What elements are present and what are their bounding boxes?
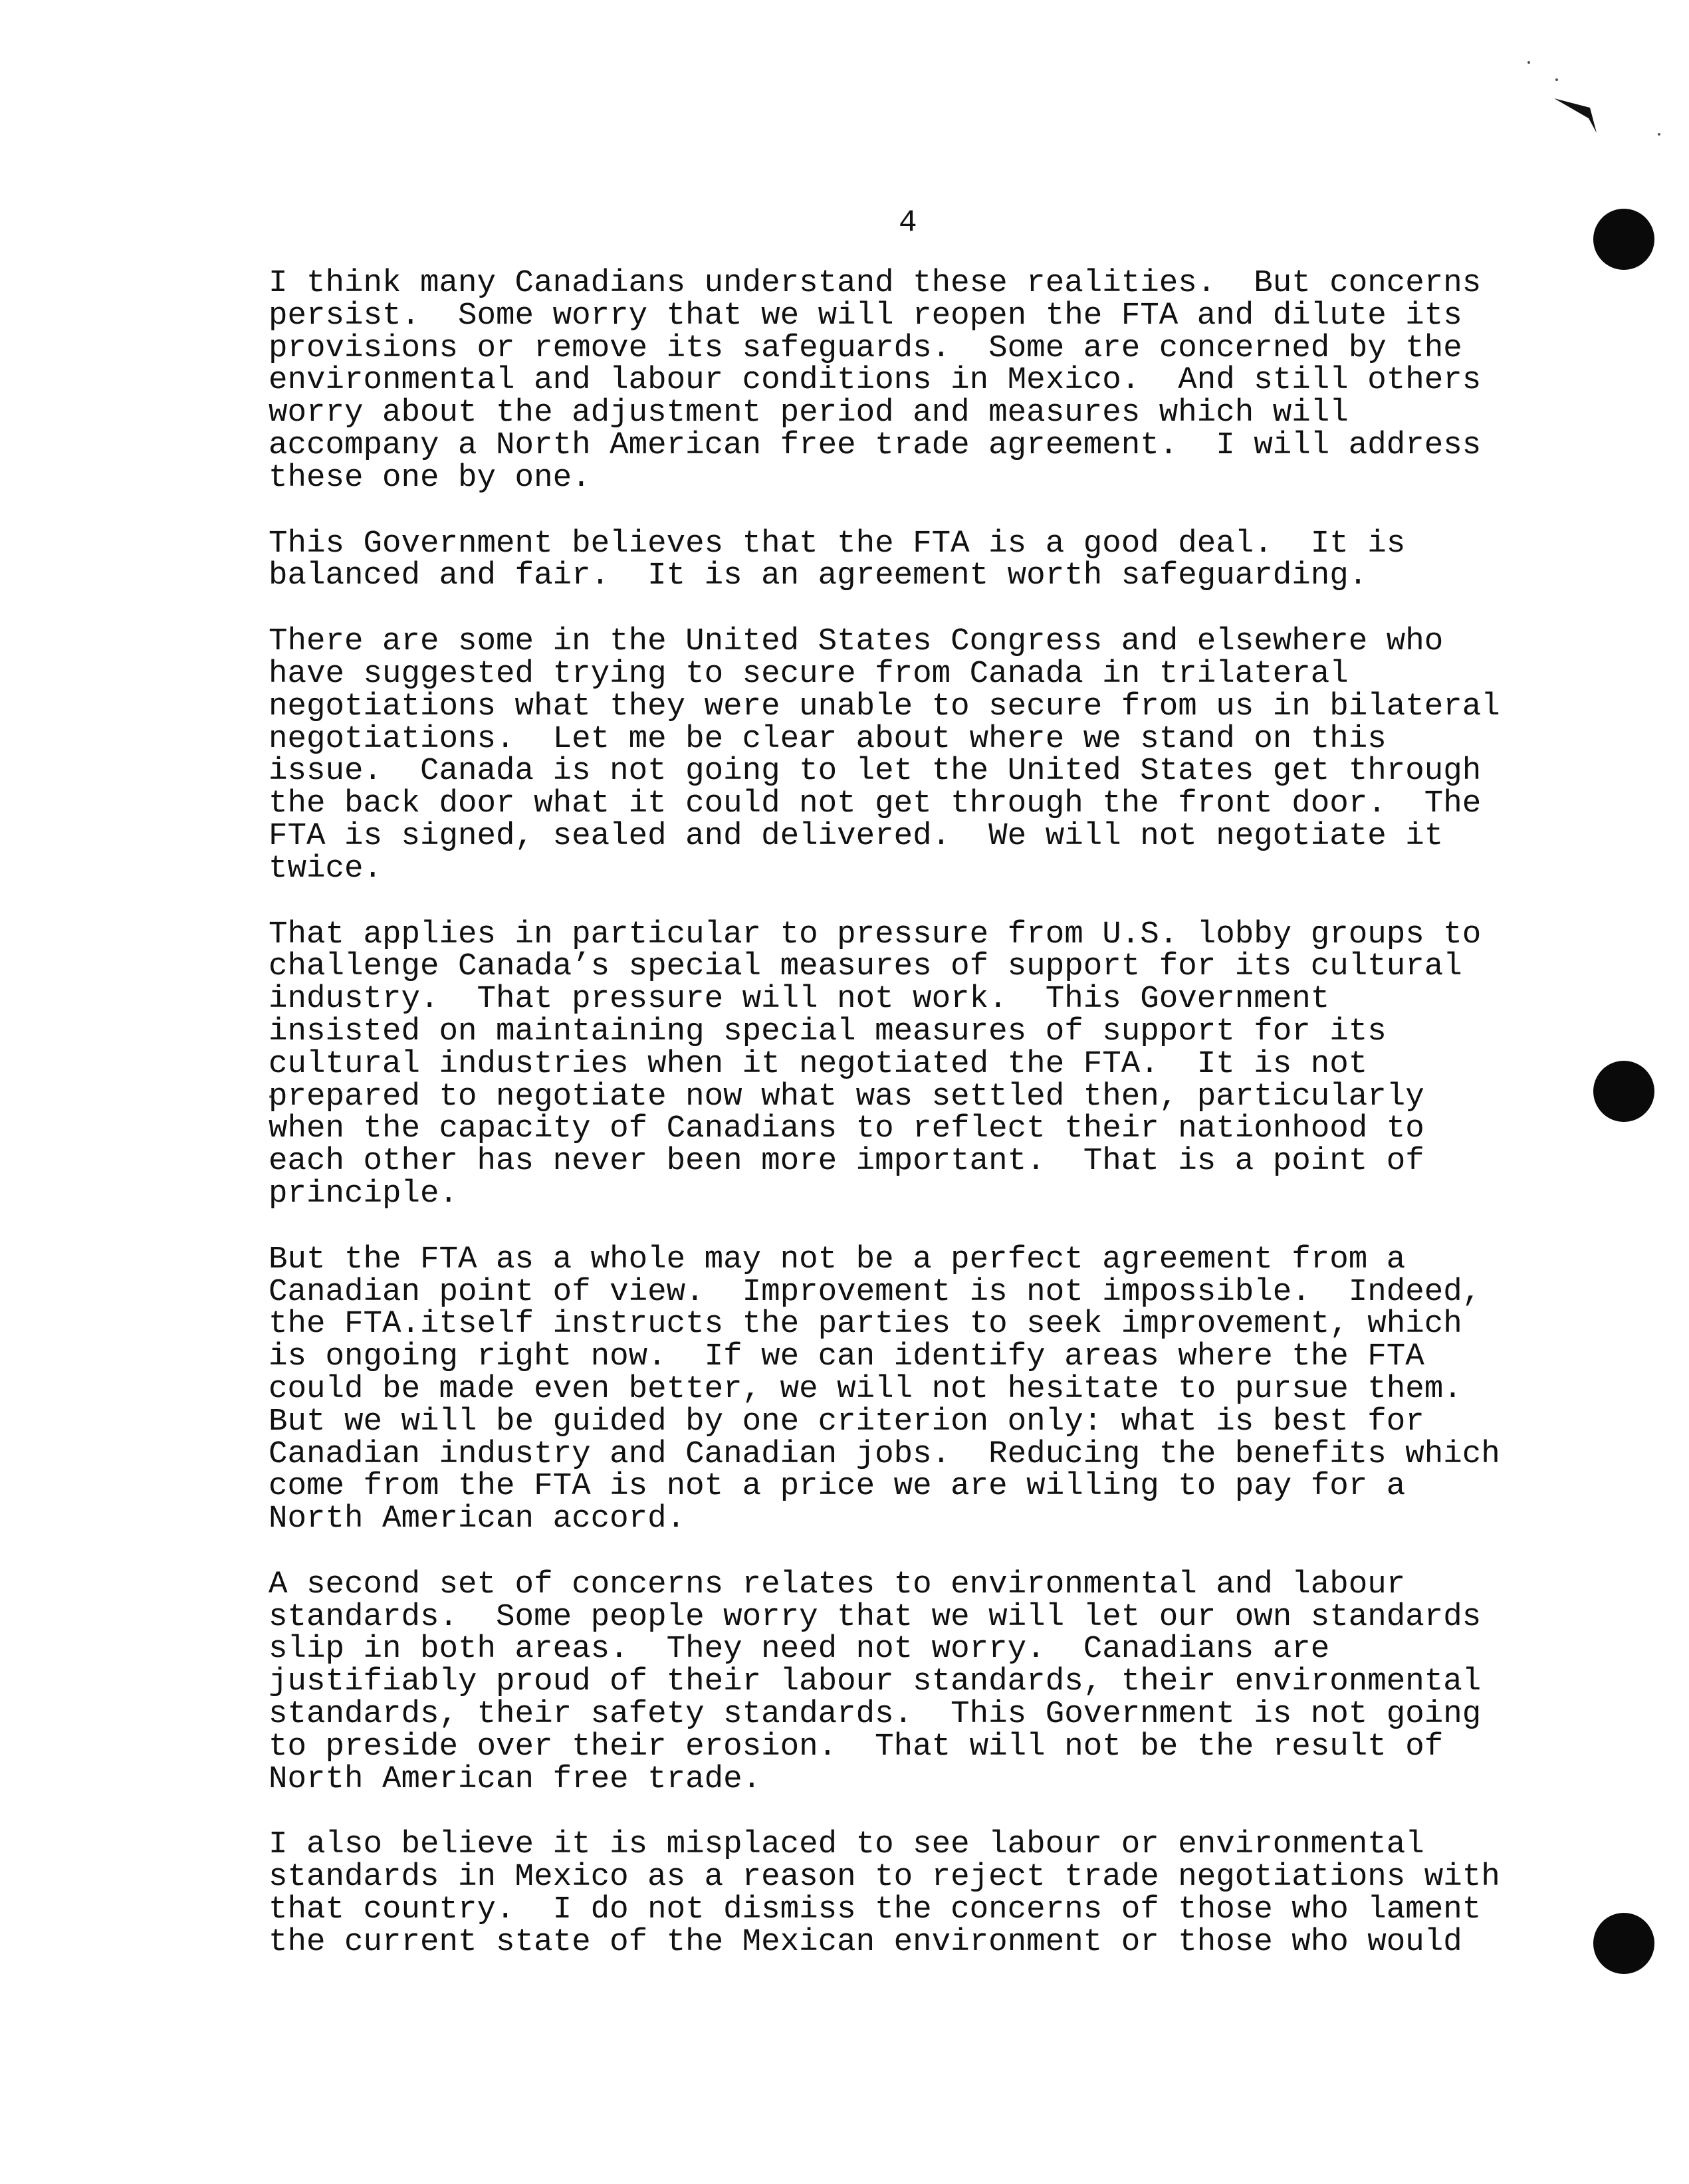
scan-speck bbox=[1555, 78, 1558, 81]
text-line: slip in both areas. They need not worry. Canadians are bbox=[269, 1631, 1330, 1668]
text-line: the current state of the Mexican environment or those who would bbox=[269, 1923, 1462, 1960]
text-line: negotiations what they were unable to secure from us in bilateral bbox=[269, 688, 1500, 724]
page-number: 4 bbox=[899, 205, 917, 240]
text-line: negotiations. Let me be clear about where we stand on this bbox=[269, 720, 1387, 757]
text-line: to preside over their erosion. That will not be the result of bbox=[269, 1728, 1444, 1765]
text-line: these one by one. bbox=[269, 459, 591, 496]
paragraph bbox=[269, 1241, 1598, 1537]
scan-speck bbox=[1527, 61, 1530, 64]
document-body bbox=[269, 267, 1598, 1992]
text-line: But we will be guided by one criterion only: what is best for bbox=[269, 1403, 1424, 1440]
text-line: challenge Canada’s special measures of support for its cultural bbox=[269, 948, 1462, 985]
text-line: Canadian point of view. Improvement is not impossible. Indeed, bbox=[269, 1273, 1482, 1310]
text-line: balanced and fair. It is an agreement worth safeguarding. bbox=[269, 558, 1368, 594]
text-line: provisions or remove its safeguards. Some are concerned by the bbox=[269, 330, 1462, 366]
paragraph bbox=[269, 525, 1598, 594]
text-line: North American free trade. bbox=[269, 1761, 762, 1797]
text-line: persist. Some worry that we will reopen the FTA and dilute its bbox=[269, 297, 1462, 334]
text-line: There are some in the United States Congress and elsewhere who bbox=[269, 623, 1444, 660]
text-line: insisted on maintaining special measures of support for its bbox=[269, 1013, 1387, 1049]
text-line: North American accord. bbox=[269, 1501, 686, 1537]
text-line: That applies in particular to pressure from U.S. lobby groups to bbox=[269, 916, 1482, 952]
text-line: the FTA.itself instructs the parties to seek improvement, which bbox=[269, 1306, 1462, 1343]
text-line: worry about the adjustment period and measures which will bbox=[269, 395, 1349, 431]
text-line: I think many Canadians understand these realities. But concerns bbox=[269, 265, 1482, 301]
text-line: issue. Canada is not going to let the United States get through bbox=[269, 753, 1482, 790]
text-line: environmental and labour conditions in Mexico. And still others bbox=[269, 362, 1482, 399]
text-line: Canadian industry and Canadian jobs. Reducing the benefits which bbox=[269, 1436, 1500, 1472]
text-line: justifiably proud of their labour standards, their environmental bbox=[269, 1664, 1482, 1700]
text-line: have suggested trying to secure from Canada in trilateral bbox=[269, 655, 1349, 692]
text-line: industry. That pressure will not work. This Government bbox=[269, 981, 1330, 1018]
text-line: when the capacity of Canadians to reflect their nationhood to bbox=[269, 1111, 1424, 1147]
paragraph bbox=[269, 916, 1598, 1212]
text-line: principle. bbox=[269, 1175, 459, 1212]
text-line: the back door what it could not get through the front door. The bbox=[269, 786, 1482, 822]
text-line: standards in Mexico as a reason to reject trade negotiations with bbox=[269, 1859, 1500, 1896]
paragraph bbox=[269, 625, 1598, 885]
scan-speck bbox=[1658, 133, 1660, 136]
paragraph bbox=[269, 1828, 1598, 1958]
paragraph bbox=[269, 267, 1598, 494]
text-line: accompany a North American free trade agreement. I will address bbox=[269, 427, 1482, 463]
text-line: that country. I do not dismiss the concerns of those who lament bbox=[269, 1892, 1482, 1928]
punch-hole-icon bbox=[1593, 209, 1654, 270]
text-line: prepared to negotiate now what was settled then, particularly bbox=[269, 1078, 1424, 1115]
punch-hole-icon bbox=[1593, 1061, 1654, 1122]
punch-hole-icon bbox=[1593, 1913, 1654, 1974]
staple-mark-icon bbox=[1549, 93, 1615, 146]
text-line: A second set of concerns relates to environmental and labour bbox=[269, 1566, 1406, 1602]
text-line: standards. Some people worry that we will let our own standards bbox=[269, 1598, 1482, 1635]
text-line: FTA is signed, sealed and delivered. We will not negotiate it bbox=[269, 818, 1444, 854]
text-line: twice. bbox=[269, 850, 383, 887]
text-line: could be made even better, we will not hesitate to pursue them. bbox=[269, 1370, 1462, 1407]
text-line: cultural industries when it negotiated the FTA. It is not bbox=[269, 1045, 1368, 1082]
text-line: I also believe it is misplaced to see labour or environmental bbox=[269, 1826, 1424, 1863]
text-line: each other has never been more important. That is a point of bbox=[269, 1143, 1424, 1180]
text-line: is ongoing right now. If we can identify areas where the FTA bbox=[269, 1339, 1424, 1375]
text-line: But the FTA as a whole may not be a perfect agreement from a bbox=[269, 1241, 1406, 1277]
text-line: come from the FTA is not a price we are willing to pay for a bbox=[269, 1468, 1406, 1505]
paragraph bbox=[269, 1566, 1598, 1797]
text-line: This Government believes that the FTA is a good deal. It is bbox=[269, 525, 1406, 562]
text-line: standards, their safety standards. This Government is not going bbox=[269, 1696, 1482, 1733]
